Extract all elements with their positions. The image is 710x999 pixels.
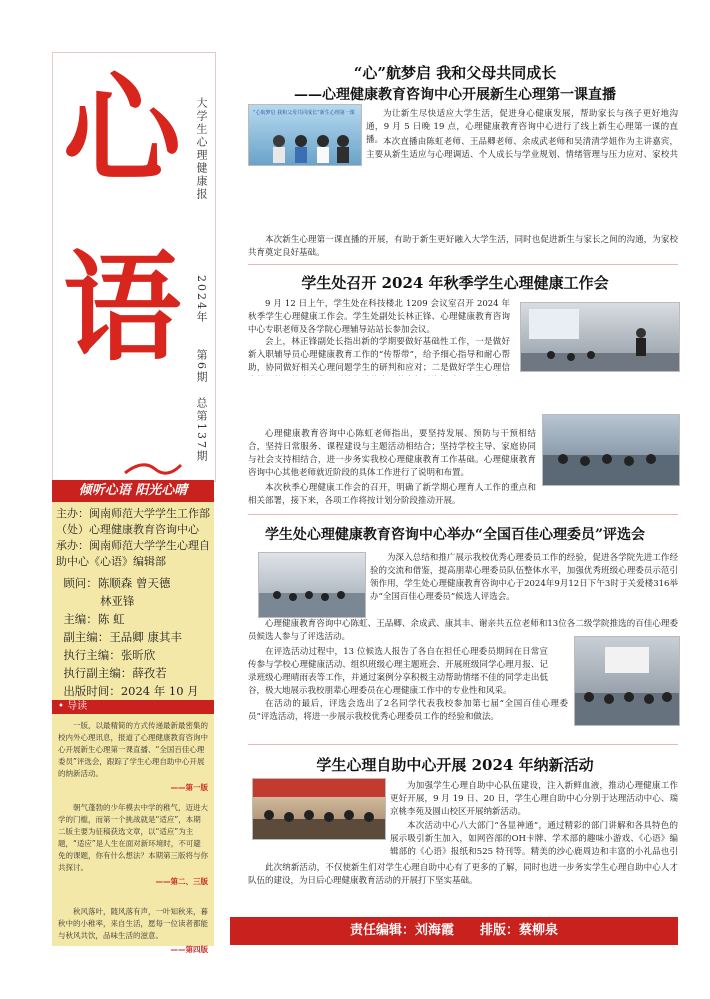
footer-credits <box>230 917 678 945</box>
article4-photo <box>252 778 386 840</box>
article3-photo <box>258 552 366 618</box>
article1-para-2: 本次直播由陈虹老师、王品卿老师、余成武老师和吴清清学姐作为主讲嘉宾，主要从新生适应与心理调适、个人成长与学业规划、情绪管理与压力应对、家校共 <box>366 137 678 160</box>
article2-para-2-cont <box>248 378 678 418</box>
guide-item-ref: ——第四版 <box>170 945 208 954</box>
issue-year: 2024年 <box>195 275 208 324</box>
vice-editor-line: 副主编：王品卿 康其丰 <box>63 630 182 644</box>
article3-para-3: 在评选活动过程中，13 位候选人报告了各自在担任心理委员期间在日常宣传参与学校心理健康活动、组织班级心理主题班会、开展班级同学心理月报、记录班级心理晴雨表等工作，并通过案例分享积极主动帮助情绪不佳的同学走出低谷，极大地展示我校朋辈心理委员在心理健康工作中的专业性和风采。 <box>248 647 548 696</box>
article2-title: 学生处召开 2024 年秋季学生心理健康工作会 <box>301 274 609 292</box>
masthead <box>52 52 216 482</box>
article1-subtitle: ——心理健康教育咨询中心开展新生心理第一课直播 <box>294 87 616 103</box>
article2-photo-2 <box>542 414 680 486</box>
article4-title: 学生心理自助中心开展 2024 年纳新活动 <box>316 756 594 774</box>
guide-item-ref: ——第二、三版 <box>155 877 208 886</box>
article4-para-1: 为加强学生心理自助中心队伍建设，注入新鲜血液，推动心理健康工作更好开展，9 月 19 日、20 日，学生心理自助中心分别于达理活动中心、瑞京桃李苑及圆山校区开展纳新活动。 <box>390 781 678 817</box>
issue-number: 第6期 <box>195 349 208 384</box>
article1-photo: “心航梦启 我和父母共同成长”新生心理第一课 <box>248 104 362 166</box>
publication-info <box>52 502 214 700</box>
exec-editor-line: 执行主编：张昕欣 <box>63 648 156 662</box>
advisor-line-2: 林亚锋 <box>100 594 135 608</box>
article1-title: “心”航梦启 我和父母共同成长 <box>353 64 557 82</box>
divider <box>248 744 678 745</box>
paper-name: 大学生心理健康报 <box>195 97 208 201</box>
publish-date-line: 出版时间：2024 年 10 月 <box>63 684 199 698</box>
guide-item: 秋风落叶，随风落有声，一叶知秋来，暮秋中的小稚率，来自生活，愿每一位读者都能与秋风共饮，品味生活的滋意。 <box>58 907 208 940</box>
exec-vice-editor-line: 执行副主编：薛孜若 <box>63 666 167 680</box>
guide-item: 朝气蓬勃的少年模去中学的稚气，迈进大学的门槛，而第一个挑战就是“适应”，本期二版主要为征稿获选文章，以“适应”为主题，“适应”是人生在面对新环境时，不可避免的课题，你有什么想法？本期第三版将与你共探讨。 <box>58 803 208 872</box>
divider <box>248 264 678 265</box>
article4-para-3: 此次纳新活动，不仅使新生们对学生心理自助中心有了更多的了解，同时也进一步务实学生心理自助中心人才队伍的建设，为日后心理健康教育活动的开展打下坚实基础。 <box>248 863 678 886</box>
article2-para-1: 9 月 12 日上午，学生处在科技楼北 1209 会议室召开 2024 年秋季学生心理健康工作会。学生处副处长林正锋、心理健康教育咨询中心专职老师及各学院心理辅导站站长参加会议。 <box>248 299 510 335</box>
article3-photo-2 <box>574 636 680 726</box>
masthead-char-xin: 心 <box>63 60 182 199</box>
guide-box <box>52 714 214 954</box>
article3-para-1: 为深入总结和推广展示我校优秀心理委员工作的经验，促进各学院先进工作经验的交流和借鉴，提高朋辈心理委员队伍整体水平，加强优秀班级心理委员示范引领作用，学生处心理健康教育咨询中心于2024年9月12日下午3时于关爱楼316举办“全国百佳心理委员”候选人评选会。 <box>370 553 678 602</box>
layout-designer: 排版：蔡柳泉 <box>480 923 559 938</box>
guide-item: 一版，以最精简的方式传递最新最密集的校内外心理讯息，报道了心理健康教育咨询中心开展新生心理第一课直播、“全国百佳心理委员”评选会，跟踪了学生心理自助中心开展的纳新活动。 <box>58 721 208 778</box>
responsible-editor: 责任编辑：刘海霞 <box>350 923 455 938</box>
co-host-line: 承办：闽南师范大学学生心理自助中心《心语》编辑部 <box>56 539 210 568</box>
article2-para-2: 会上，林正锋副处长指出新的学期要做好基础性工作，一是做好新入职辅导员心理健康教育工作的“传帮带”，给予细心指导和耐心帮助，协同做好相关心理问题学生的研判和应对；二是做好学生心理信 <box>248 337 510 373</box>
article1-para-1: 为让新生尽快适应大学生活，促进身心健康发展，帮助家长与孩子更好地沟通，9 月 5 日晚 19 点，心理健康教育咨询中心进行了线上新生心理第一课的直播。 <box>366 109 678 145</box>
article2-para-4: 本次秋季心理健康工作会的召开，明确了新学期心理育人工作的重点和相关部署，接下来，各项工作将按计划分阶段推动开展。 <box>248 483 536 506</box>
advisor-line: 顾问：陈顺森 曾天德 <box>63 576 171 590</box>
article3-para-2: 心理健康教育咨询中心陈虹、王品卿、余成武、康其丰、谢亲共五位老师和13位各二级学院推选的百佳心理委员候选人参与了评选活动。 <box>248 619 678 642</box>
issue-total: 总第137期 <box>195 397 208 463</box>
article2-photo <box>520 302 680 372</box>
article3-para-4: 在活动的最后，评选会选出了2名同学代表我校参加第七届“全国百佳心理委员”评选活动，将进一步展示我校优秀心理委员工作的经验和做法。 <box>248 699 568 722</box>
editor-line: 主编：陈 虹 <box>63 612 125 626</box>
article3-title: 学生处心理健康教育咨询中心举办“全国百佳心理委员”评选会 <box>264 527 646 543</box>
guide-item-ref: ——第一版 <box>170 783 208 792</box>
slogan-banner: 倾听心语 阳光心晴 <box>52 480 214 502</box>
masthead-char-yu: 语 <box>63 238 182 377</box>
article2-para-3: 心理健康教育咨询中心陈虹老师指出，要坚持发展、预防与干预相结合，坚持日常服务、课程建设与主题活动相结合；坚持学校主导、家庭协同与社会支持相结合，进一步务实我校心理健康教育工作基础。心理健康教育咨询中心其他老师就近阶段的具体工作进行了说明和布置。 <box>248 429 536 478</box>
guide-heading: • 导读 <box>52 700 214 714</box>
article1-para-3: 本次新生心理第一课直播的开展，有助于新生更好融入大学生活，同时也促进新生与家长之间的沟通，为家校共育奠定良好基础。 <box>248 235 678 258</box>
divider <box>248 514 678 515</box>
article4-para-2: 本次活动中心八大部门“各显神通”，通过精彩的部门讲解和各具特色的展示吸引新生加入，如网咨部的OH卡牌、学术部的趣味小游戏、《心语》编辑部的《心语》报纸和525 特刊等。精美的沙心鹿周边和丰富的小礼品也引 <box>390 821 678 857</box>
host-line: 主办：闽南师范大学学生工作部（处）心理健康教育咨询中心 <box>56 507 210 536</box>
decorative-flourish <box>123 457 183 479</box>
